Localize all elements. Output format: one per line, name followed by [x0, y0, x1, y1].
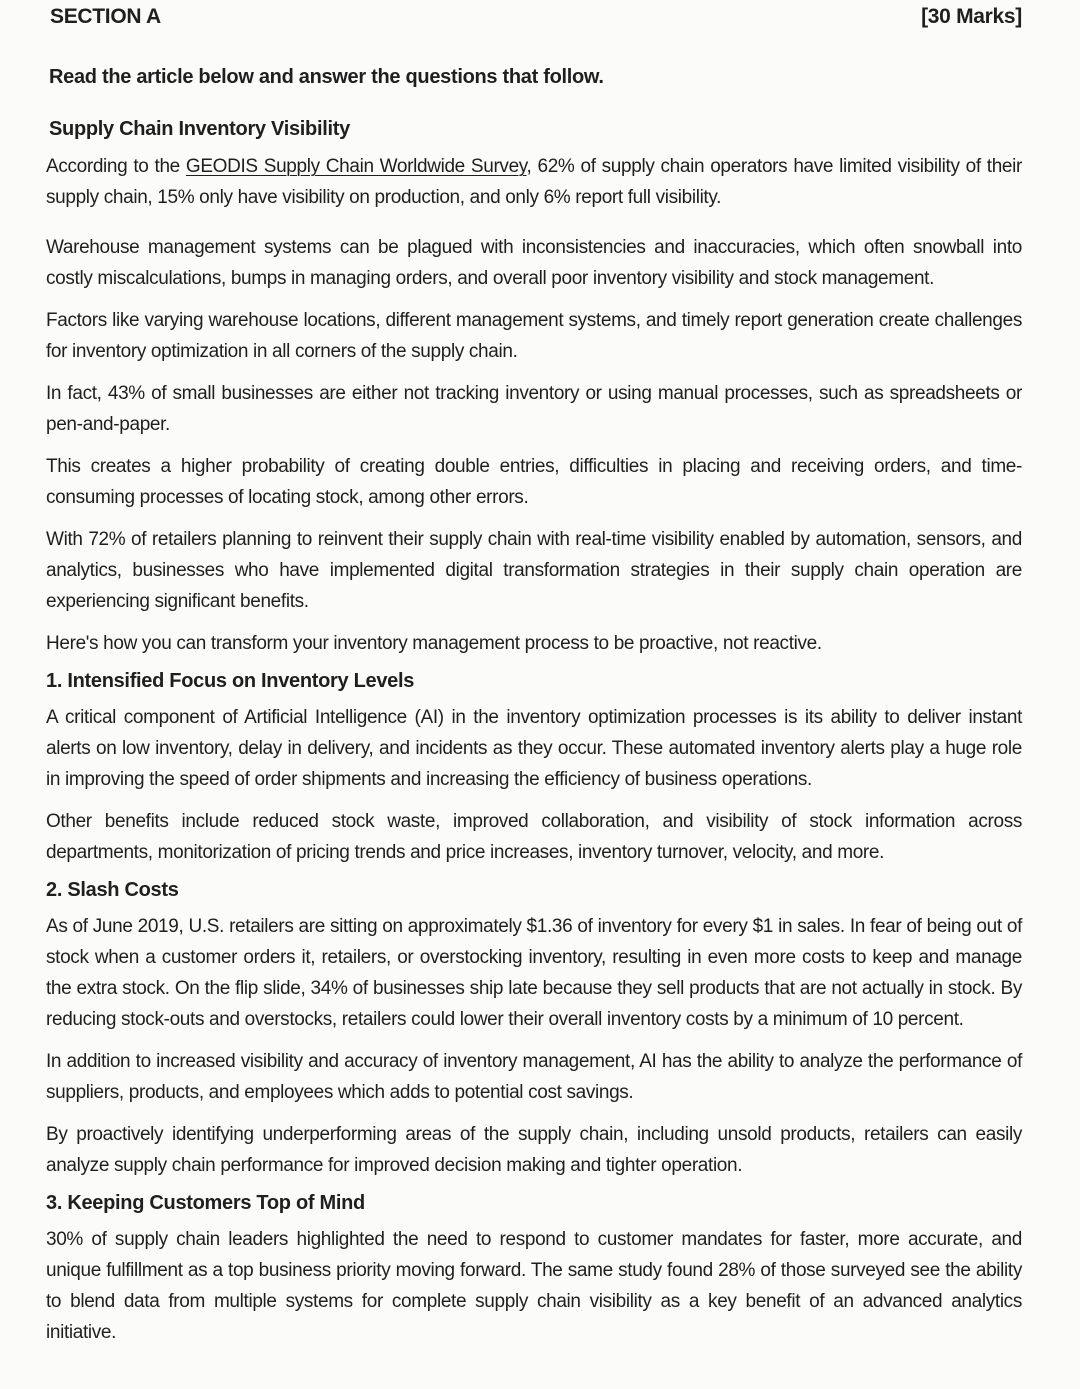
section-heading-inventory-levels: 1. Intensified Focus on Inventory Levels [46, 670, 415, 692]
paragraph: In addition to increased visibility and accuracy of inventory management, AI has the ability to analyze the performance of suppliers, products, and employees which adds to potential cost savings. [46, 1051, 1022, 1103]
section-heading-customers: 3. Keeping Customers Top of Mind [46, 1192, 365, 1214]
survey-link[interactable]: GEODIS Supply Chain Worldwide Survey [185, 156, 527, 177]
paragraph: By proactively identifying underperforming areas of the supply chain, including unsold products, retailers can easily analyze supply chain performance for improved decision making and tighter operation. [46, 1124, 1022, 1176]
paragraph: A critical component of Artificial Intelligence (AI) in the inventory optimization processes is its ability to deliver instant alerts on low inventory, delay in delivery, and incidents as they occur. These automated inventory alerts play a huge role in improving the speed of order shipments and increasing the efficiency of business operations. [46, 707, 1022, 790]
section-heading-slash-costs: 2. Slash Costs [46, 879, 179, 901]
paragraph: Factors like varying warehouse locations, different management systems, and timely report generation create challenges for inventory optimization in all corners of the supply chain. [46, 310, 1022, 362]
section-header [50, 2, 1022, 32]
paragraph: In fact, 43% of small businesses are either not tracking inventory or using manual processes, such as spreadsheets or pen-and-paper. [46, 383, 1022, 435]
paragraph: As of June 2019, U.S. retailers are sitting on approximately $1.36 of inventory for every $1 in sales. In fear of being out of stock when a customer orders it, retailers, or overstocking inventory, resulting in even more costs to keep and manage the extra stock. On the flip slide, 34% of businesses ship late because they sell products that are not actually in stock. By reducing stock-outs and overstocks, retailers could lower their overall inventory costs by a minimum of 10 percent. [46, 916, 1022, 1030]
paragraph: This creates a higher probability of creating double entries, difficulties in placing and receiving orders, and time-consuming processes of locating stock, among other errors. [46, 456, 1022, 508]
paragraph: Warehouse management systems can be plagued with inconsistencies and inaccuracies, which often snowball into costly miscalculations, bumps in managing orders, and overall poor inventory visibility and stock management. [46, 237, 1022, 289]
paragraph: Here's how you can transform your inventory management process to be proactive, not reactive. [46, 633, 822, 654]
article-title: Supply Chain Inventory Visibility [49, 118, 350, 140]
section-title: SECTION A [50, 5, 161, 28]
intro-paragraph [46, 151, 1022, 213]
marks-label: [30 Marks] [921, 5, 1022, 28]
paragraph: Other benefits include reduced stock waste, improved collaboration, and visibility of stock information across departments, monitorization of pricing trends and price increases, inventory turnover, velocity, and more. [46, 811, 1022, 863]
paragraph: With 72% of retailers planning to reinvent their supply chain with real-time visibility enabled by automation, sensors, and analytics, businesses who have implemented digital transformation strategies in their supply chain operation are experiencing significant benefits. [46, 529, 1022, 612]
intro-prefix: According to the [46, 156, 186, 177]
article [46, 118, 1022, 1359]
intro-suffix: , 62% of supply chain operators have limited visibility of their supply chain, 15% only have visibility on production, and only 6% report full visibility. [46, 156, 1022, 208]
paragraph: 30% of supply chain leaders highlighted the need to respond to customer mandates for faster, more accurate, and unique fulfillment as a top business priority moving forward. The same study found 28% of those surveyed see the ability to blend data from multiple systems for complete supply chain visibility as a key benefit of an advanced analytics initiative. [46, 1229, 1022, 1343]
instruction-text: Read the article below and answer the questions that follow. [49, 66, 604, 88]
